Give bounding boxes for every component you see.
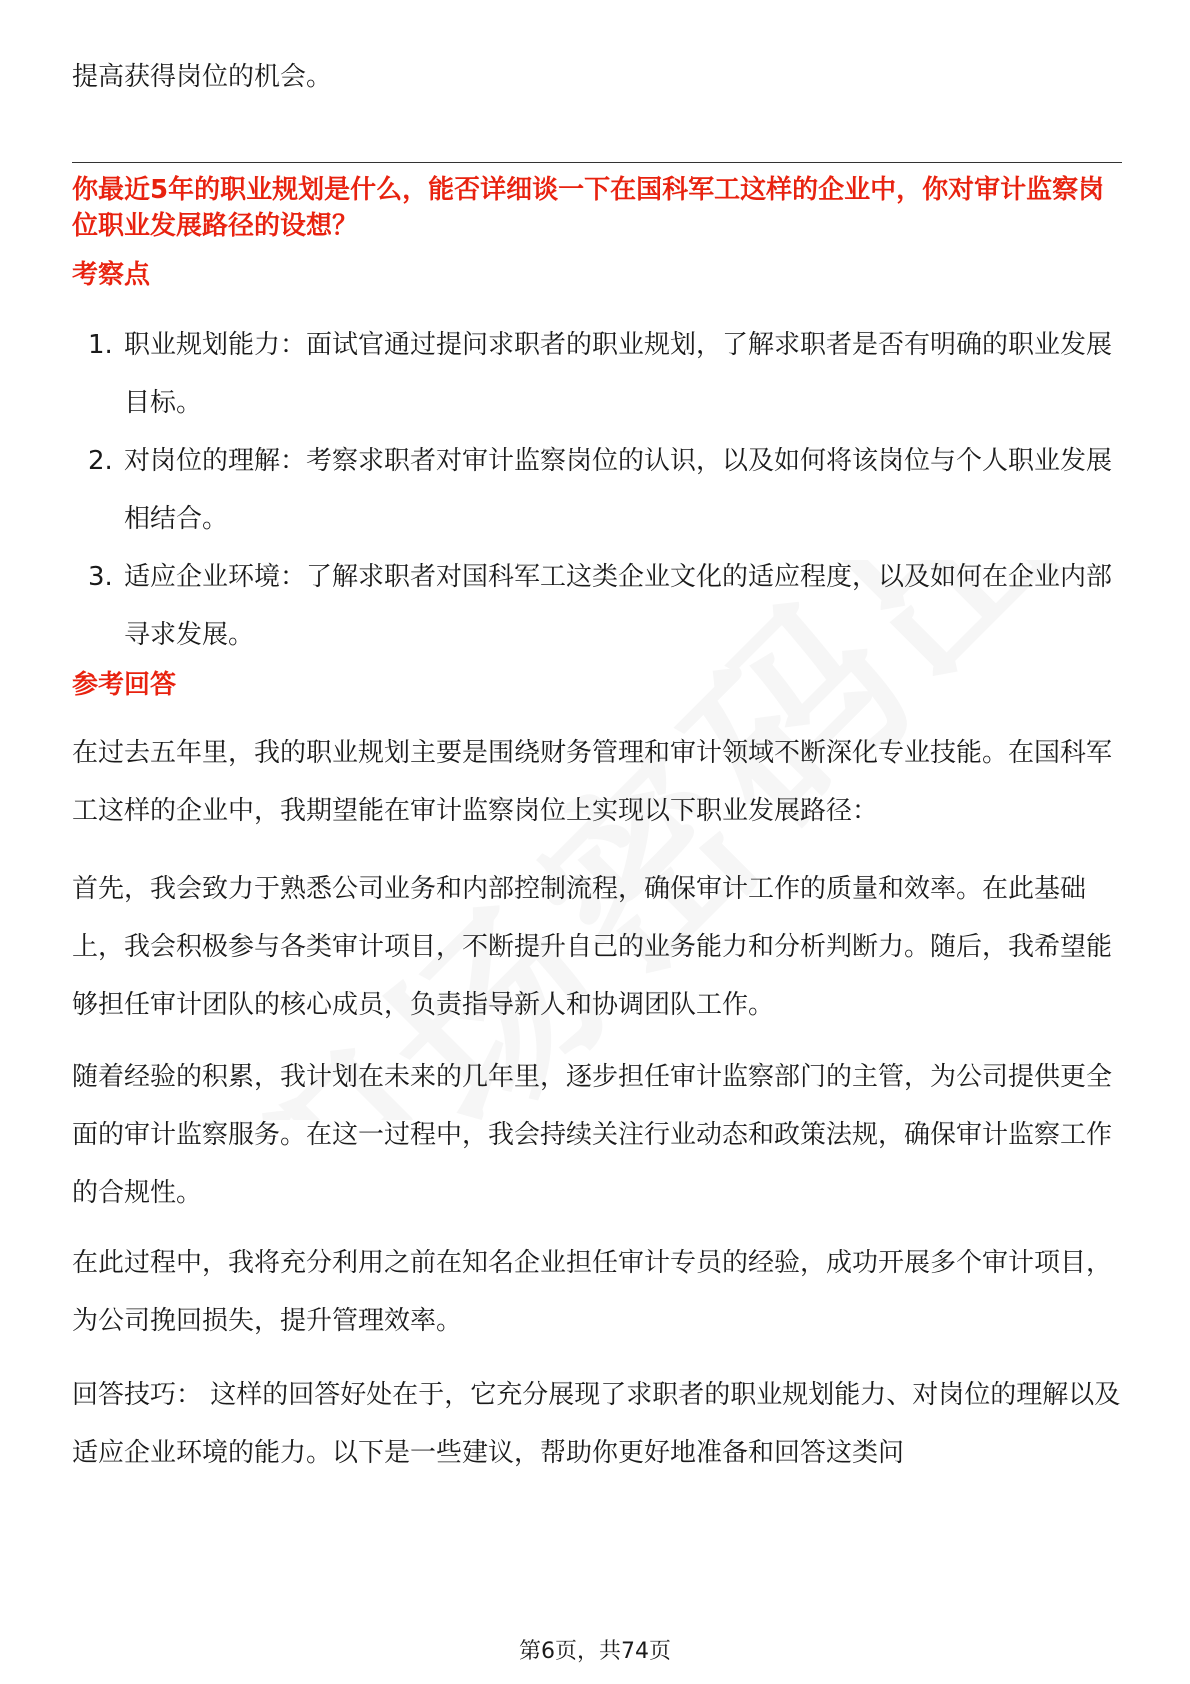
question-heading: 你最近5年的职业规划是什么，能否详细谈一下在国科军工这样的企业中，你对审计监察岗位职业发展路径的设想？ — [72, 175, 1105, 241]
list-number: 1. — [88, 330, 113, 360]
list-text: 职业规划能力：面试官通过提问求职者的职业规划，了解求职者是否有明确的职业发展目标。 — [124, 330, 1113, 418]
divider — [72, 162, 1122, 163]
answer-paragraph: 随着经验的积累，我计划在未来的几年里，逐步担任审计监察部门的主管，为公司提供更全面的审计监察服务。在这一过程中，我会持续关注行业动态和政策法规，确保审计监察工作的合规性。 — [72, 1062, 1113, 1208]
list-number: 3. — [88, 562, 113, 592]
list-text: 对岗位的理解：考察求职者对审计监察岗位的认识，以及如何将该岗位与个人职业发展相结合。 — [124, 446, 1113, 534]
exam-points-list — [72, 316, 1122, 664]
list-item — [72, 316, 1122, 432]
list-text: 适应企业环境：了解求职者对国科军工这类企业文化的适应程度，以及如何在企业内部寻求发展。 — [124, 562, 1113, 650]
page-footer: 第6页，共74页 — [519, 1639, 671, 1664]
list-item — [72, 432, 1122, 548]
list-number: 2. — [88, 446, 113, 476]
list-item — [72, 548, 1122, 664]
section-exam-heading: 考察点 — [72, 260, 151, 290]
answer-tips: 回答技巧： 这样的回答好处在于，它充分展现了求职者的职业规划能力、对岗位的理解以及适应企业环境的能力。以下是一些建议，帮助你更好地准备和回答这类问 — [72, 1380, 1121, 1468]
answer-paragraph: 在过去五年里，我的职业规划主要是围绕财务管理和审计领域不断深化专业技能。在国科军工这样的企业中，我期望能在审计监察岗位上实现以下职业发展路径： — [72, 738, 1113, 826]
section-answer-heading: 参考回答 — [72, 670, 177, 700]
answer-paragraph: 在此过程中，我将充分利用之前在知名企业担任审计专员的经验，成功开展多个审计项目，为公司挽回损失，提升管理效率。 — [72, 1248, 1113, 1336]
answer-paragraph: 首先，我会致力于熟悉公司业务和内部控制流程，确保审计工作的质量和效率。在此基础上，我会积极参与各类审计项目，不断提升自己的业务能力和分析判断力。随后，我希望能够担任审计团队的核心成员，负责指导新人和协调团队工作。 — [72, 874, 1113, 1020]
top-line: 提高获得岗位的机会。 — [72, 62, 333, 92]
